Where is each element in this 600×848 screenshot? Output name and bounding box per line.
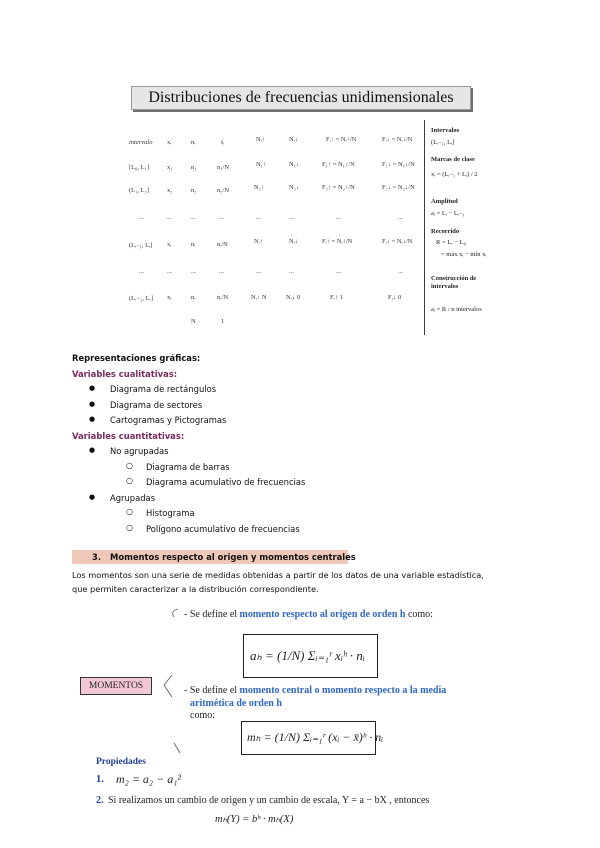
property-2-number: 2. [96,795,104,806]
table-cell: nᵣ [191,294,196,301]
table-cell: n₁ [191,164,197,171]
table-cell: ... [167,268,172,275]
graficas-heading: Representaciones gráficas: [72,353,201,363]
definition-2-line-2: aritmética de orden h [190,698,282,709]
table-cell: n₂ [191,187,197,194]
table-cell: ... [139,268,144,275]
table-cell: ... [167,214,172,221]
propiedades-heading: Propiedades [96,757,146,767]
table-cell: N₁↑ [256,161,267,168]
table-cell: F₂↑ = N₂↑/N [322,184,355,191]
table-cell: nᵢ [191,241,196,248]
table-header-cell: Nᵢ↑ [256,136,266,143]
amplitud-label: Amplitud [431,198,458,205]
list-item: ● Cartogramas y Pictogramas [110,415,226,425]
construccion-label: Construcción de intervalos [431,275,477,290]
table-cell: nᵣ/N [217,294,229,301]
table-cell: Fᵢ↓ = Nᵢ↓/N [382,238,413,245]
table-cell: (Lᵢ₋₁, Lᵢ] [129,242,153,249]
table-cell: (Lᵣ₋₁, Lᵣ] [129,295,154,302]
list-item: ○ Diagrama acumulativo de frecuencias [146,477,305,487]
list-item: ● Diagrama de rectángulos [110,384,216,394]
list-item: ○ Histograma [146,508,195,518]
list-item: ● Agrupadas [110,493,155,503]
section-intro-line-1: Los momentos son una serie de medidas obtenidas a partir de los datos de una variable estadística, [72,570,484,580]
table-cell: ... [191,214,196,221]
list-item: ● Diagrama de sectores [110,400,202,410]
table-cell: ... [191,268,196,275]
table-cell: x₁ [167,164,173,171]
table-header-cell: fᵢ [221,139,225,146]
section-title: Momentos respecto al origen y momentos centrales [110,552,356,562]
table-cell: ... [219,214,224,221]
list-item: ○ Diagrama de barras [146,462,230,472]
table-cell: N₁↓ [289,161,300,168]
table-cell: ... [289,268,294,275]
table-cell: n₂/N [217,187,230,194]
marcas-value: xᵢ = (Lᵢ₋₁ + Lᵢ) / 2 [431,171,478,178]
table-cell: F₁↓ = N₁↓/N [382,161,415,168]
definition-2-suffix: como: [190,710,215,721]
table-cell: n₁/N [217,164,230,171]
table-cell: ... [139,214,144,221]
table-cell: [L₀, L₁] [129,164,150,171]
table-header-cell: Fᵢ↓ = Nᵢ↓/N [382,136,413,143]
property-1-formula: m₂ = a₂ − a₁² [116,772,181,786]
recorrido-value-2: = máx xᵢ − mín xᵢ [441,251,487,258]
property-2-formula: mₕ(Y) = bʰ · mₕ(X) [215,814,294,825]
momentos-label-box [80,677,152,695]
table-cell: F₂↓ = N₂↓/N [382,184,415,191]
definition-2-line-1: - Se define el momento central o momento respecto a la media [184,685,447,696]
momentos-label: MOMENTOS [88,681,144,691]
section-number: 3. [92,552,102,562]
cualitativas-label: Variables cualitativas: [72,369,178,379]
cuantitativas-label: Variables cuantitativas: [72,431,185,441]
property-2-text: Si realizamos un cambio de origen y un cambio de escala, Y = a − bX , entonces [108,795,430,806]
table-cell: N₂↓ [289,184,300,191]
table-cell: ... [398,268,403,275]
table-cell: ... [256,214,261,221]
formula-box-1 [243,634,378,678]
marcas-label: Marcas de clase [431,156,475,163]
recorrido-label: Recorrido [431,228,460,235]
construccion-value: aᵢ = R / n intervalos [431,306,482,313]
table-header-cell: intervalo [129,139,153,146]
table-cell: F₁↑ = N₁↑/N [322,161,355,168]
table-cell: ... [219,268,224,275]
table-cell: Fᵢ↑ = Nᵢ↑/N [322,238,353,245]
formula-central-moment: mₕ = (1/N) Σᵢ₌₁ʳ (xᵢ − x̄)ʰ · nᵢ [247,730,384,744]
table-header-cell: xᵢ [167,139,172,146]
table-cell: ... [256,268,261,275]
recorrido-value-1: R = Lᵣ − L₀ [436,239,466,246]
table-cell: xᵢ [167,241,172,248]
table-total-n: N [191,318,196,325]
list-item: ○ Polígono acumulativo de frecuencias [146,524,300,534]
table-cell: Fᵣ↑ 1 [330,294,344,301]
table-cell: nᵢ/N [217,241,228,248]
intervalos-label: Intervalos [431,127,460,134]
table-cell: Nᵢ↑ [254,238,264,245]
table-cell: ... [336,268,341,275]
list-item: ● No agrupadas [110,446,169,456]
table-cell: Nᵣ↑ N [251,294,267,301]
section-intro-line-2: que permiten caracterizar a la distribución correspondiente. [72,584,319,594]
formula-origin-moment: aₕ = (1/N) Σᵢ₌₁ʳ xᵢʰ · nᵢ [250,648,365,663]
table-cell: ... [336,214,341,221]
table-cell: x₂ [167,187,173,194]
frequency-table [0,0,600,340]
table-header-cell: Nᵢ↓ [289,136,299,143]
table-total-f: 1 [221,318,225,325]
table-cell: Nᵣ↓ 0 [286,294,301,301]
table-cell: ... [398,214,403,221]
table-cell: ... [289,214,294,221]
property-1-number: 1. [96,774,104,785]
intervalos-value: (Lᵢ₋₁, Lᵢ] [431,139,455,146]
table-cell: Nᵢ↓ [289,238,299,245]
table-header-cell: Fᵢ↑ = Nᵢ↑/N [326,136,357,143]
definition-1: - Se define el momento respecto al origen de orden h como: [184,609,433,620]
page-title: Distribuciones de frecuencias unidimensionales [148,89,454,106]
amplitud-value: aᵢ = Lᵢ − Lᵢ₋₁ [431,210,465,217]
sidebar-divider [424,120,425,335]
table-cell: Fᵣ↓ 0 [388,294,402,301]
table-cell: (L₁, L₂] [129,187,150,194]
formula-box-2 [241,721,384,755]
table-cell: N₂↑ [254,184,265,191]
table-header-cell: nᵢ [191,139,196,146]
table-cell: xᵣ [167,294,172,301]
